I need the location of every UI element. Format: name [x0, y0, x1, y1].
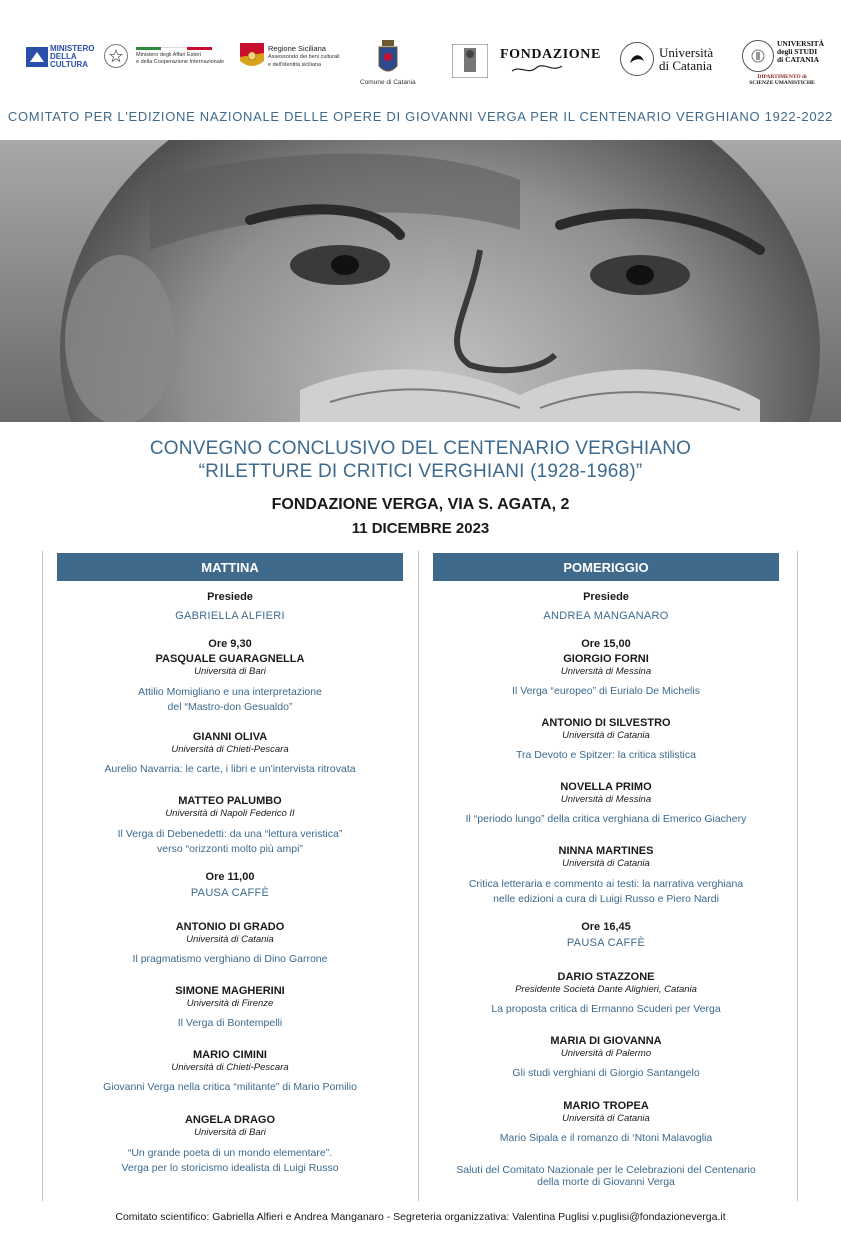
maeci-line2: e della Cooperazione Internazionale	[136, 58, 225, 65]
morning-presiede-label: Presiede	[207, 591, 253, 603]
trinacria-icon	[240, 43, 264, 71]
speaker-name: GIANNI OLIVA	[192, 731, 268, 743]
speaker-affiliation: Università di Chieti-Pescara	[171, 744, 289, 755]
center-divider	[418, 551, 419, 1201]
verga-portrait-illustration	[0, 140, 841, 422]
speaker-name: ANTONIO DI GRADO	[175, 921, 285, 933]
closing-line1: Saluti del Comitato Nazionale per le Celebrazioni del Centenario	[456, 1164, 756, 1176]
speaker-affiliation: Università di Palermo	[560, 1048, 652, 1059]
speaker-name: ANGELA DRAGO	[184, 1114, 276, 1126]
venue: FONDAZIONE VERGA, VIA S. AGATA, 2	[271, 496, 570, 513]
talk-palumbo	[57, 795, 403, 857]
mic-line3: CULTURA	[50, 60, 89, 69]
catania-crest-icon	[377, 40, 399, 78]
fondazione-label: FONDAZIONE	[500, 47, 601, 62]
talk-title: La proposta critica di Ermanno Scuderi per Verga	[491, 1003, 721, 1015]
disum-line2: degli STUDI	[777, 47, 818, 56]
unict-line1: Università	[659, 45, 714, 60]
logo-unict	[620, 42, 713, 76]
morning-chair: GABRIELLA ALFIERI	[175, 610, 285, 622]
left-divider	[42, 551, 43, 1201]
morning-heading: MATTINA	[57, 553, 403, 581]
logo-maeci	[104, 44, 224, 68]
talk-title-line2: verso “orizzonti molto più ampi”	[157, 843, 303, 855]
speaker-name: MARIO CIMINI	[193, 1049, 267, 1061]
speaker-name: PASQUALE GUARAGNELLA	[155, 653, 305, 665]
afternoon-program	[433, 590, 779, 1190]
talk-title-line1: “Un grande poeta di un mondo elementare”.	[127, 1147, 333, 1159]
afternoon-presiede-label: Presiede	[583, 591, 629, 603]
speaker-name: MARIA DI GIOVANNA	[550, 1035, 662, 1047]
speaker-affiliation: Università di Catania	[186, 934, 274, 945]
speaker-affiliation: Università di Chieti-Pescara	[171, 1062, 289, 1073]
talk-stazzone	[433, 971, 779, 1017]
disum-seal-icon	[742, 40, 774, 72]
morning-time-1: Ore 9,30	[208, 638, 252, 650]
mic-icon	[26, 47, 48, 67]
event-date: 11 DICEMBRE 2023	[351, 520, 490, 537]
disum-line3: di CATANIA	[777, 55, 820, 64]
sicilia-line1: Regione Siciliana	[268, 44, 326, 53]
disum-dept	[740, 74, 824, 86]
talk-title: Gli studi verghiani di Giorgio Santangelo	[512, 1067, 700, 1079]
talk-title: Aurelio Navarria: le carte, i libri e un'intervista ritrovata	[104, 763, 356, 775]
disum-line1: UNIVERSITÀ	[777, 39, 825, 48]
speaker-name: GIORGIO FORNI	[563, 653, 649, 665]
talk-guaragnella	[57, 653, 403, 715]
logo-regione-siciliana	[240, 43, 340, 71]
footer-credits: Comitato scientifico: Gabriella Alfieri e Andrea Manganaro - Segreteria organizzativa: Valentina Puglisi v.puglisi@fondazioneverga.it	[115, 1211, 726, 1223]
speaker-affiliation: Università di Napoli Federico II	[165, 808, 295, 819]
speaker-name: ANTONIO DI SILVESTRO	[541, 717, 671, 729]
closing-remarks	[433, 1163, 779, 1190]
speaker-name: MATTEO PALUMBO	[178, 795, 282, 807]
speaker-name: DARIO STAZZONE	[557, 971, 655, 983]
talk-title: Il pragmatismo verghiano di Dino Garrone	[132, 953, 328, 965]
sicilia-line2: Assessorato dei beni culturali	[268, 54, 340, 60]
speaker-affiliation: Università di Bari	[194, 666, 266, 677]
talk-title-line1: Critica letteraria e commento ai testi: la narrativa verghiana	[468, 878, 744, 890]
talk-title: Il Verga “europeo” di Eurialo De Michelis	[512, 685, 700, 697]
speaker-affiliation: Presidente Società Dante Alighieri, Catania	[515, 984, 697, 995]
catania-label: Comune di Catania	[360, 79, 416, 86]
speaker-name: SIMONE MAGHERINI	[175, 985, 285, 997]
talk-di-grado	[57, 921, 403, 967]
speaker-affiliation: Università di Catania	[562, 858, 650, 869]
talk-title-line2: Verga per lo storicismo idealista di Luigi Russo	[121, 1162, 339, 1174]
italy-emblem-icon	[104, 44, 128, 68]
morning-program	[57, 590, 403, 1190]
disum-line4: DIPARTIMENTO di	[757, 74, 807, 80]
speaker-name: NINNA MARTINES	[558, 845, 654, 857]
talk-oliva	[57, 731, 403, 777]
convegno-title: CONVEGNO CONCLUSIVO DEL CENTENARIO VERGHIANO	[149, 438, 692, 459]
speaker-affiliation: Università di Firenze	[186, 998, 274, 1009]
talk-title: Mario Sipala e il romanzo di ‘Ntoni Malavoglia	[499, 1132, 713, 1144]
talk-forni	[433, 653, 779, 699]
talk-title-line2: nelle edizioni a cura di Luigi Russo e Piero Nardi	[493, 893, 719, 905]
disum-line5: SCIENZE UMANISTICHE	[749, 80, 815, 86]
talk-title-line1: Attilio Momigliano e una interpretazione	[138, 686, 322, 698]
talk-primo	[433, 781, 779, 827]
sicilia-line3: e dell'identità siciliana	[268, 62, 322, 68]
right-divider	[797, 551, 798, 1201]
speaker-affiliation: Università di Messina	[560, 666, 652, 677]
speaker-name: NOVELLA PRIMO	[560, 781, 652, 793]
talk-title: Il “periodo lungo” della critica verghiana di Emerico Giachery	[465, 813, 747, 825]
speaker-affiliation: Università di Bari	[194, 1127, 266, 1138]
maeci-line1: Ministero degli Affari Esteri	[136, 51, 202, 58]
morning-coffee-break: PAUSA CAFFÈ	[190, 887, 270, 899]
mic-line1: MINISTERO	[50, 44, 95, 53]
talk-cimini	[57, 1049, 403, 1095]
unict-seal-icon	[620, 42, 654, 76]
talk-drago	[57, 1114, 403, 1176]
verga-signature-icon	[500, 63, 570, 75]
talk-magherini	[57, 985, 403, 1031]
logo-fondazione-verga	[500, 47, 601, 75]
talk-title: Tra Devoto e Spitzer: la critica stilistica	[516, 749, 696, 761]
afternoon-time-2: Ore 16,45	[581, 921, 631, 933]
unict-line2: di Catania	[659, 58, 713, 73]
logo-ministero-cultura	[26, 45, 94, 69]
talk-di-silvestro	[433, 717, 779, 763]
mic-line2: DELLA	[50, 52, 77, 61]
verga-portrait-icon	[452, 44, 488, 78]
convegno-subtitle: “RILETTURE DI CRITICI VERGHIANI (1928-1968)”	[198, 461, 643, 482]
speaker-affiliation: Università di Messina	[560, 794, 652, 805]
talk-di-giovanna	[433, 1035, 779, 1081]
morning-time-2: Ore 11,00	[205, 871, 255, 883]
talk-martines	[433, 845, 779, 907]
talk-tropea	[433, 1100, 779, 1146]
talk-title: Il Verga di Bontempelli	[177, 1017, 283, 1029]
talk-title-line2: del “Mastro-don Gesualdo”	[167, 701, 293, 713]
logo-comune-catania	[360, 40, 416, 87]
speaker-affiliation: Università di Catania	[562, 730, 650, 741]
afternoon-coffee-break: PAUSA CAFFÈ	[566, 937, 646, 949]
speaker-affiliation: Università di Catania	[562, 1113, 650, 1124]
logo-disum	[742, 40, 824, 72]
speaker-name: MARIO TROPEA	[563, 1100, 649, 1112]
afternoon-chair: ANDREA MANGANARO	[543, 610, 669, 622]
logo-centro-studi-verga	[452, 44, 488, 78]
talk-title: Giovanni Verga nella critica “militante” di Mario Pomilio	[103, 1081, 357, 1093]
afternoon-time-1: Ore 15,00	[581, 638, 631, 650]
talk-title-line1: Il Verga di Debenedetti: da una “lettura veristica”	[117, 828, 343, 840]
afternoon-heading: POMERIGGIO	[433, 553, 779, 581]
verga-portrait-photo	[0, 140, 841, 422]
closing-line2: della morte di Giovanni Verga	[537, 1176, 675, 1188]
committee-banner: COMITATO PER L'EDIZIONE NAZIONALE DELLE OPERE DI GIOVANNI VERGA PER IL CENTENARIO VERGHIANO 1922-2022	[7, 109, 834, 124]
